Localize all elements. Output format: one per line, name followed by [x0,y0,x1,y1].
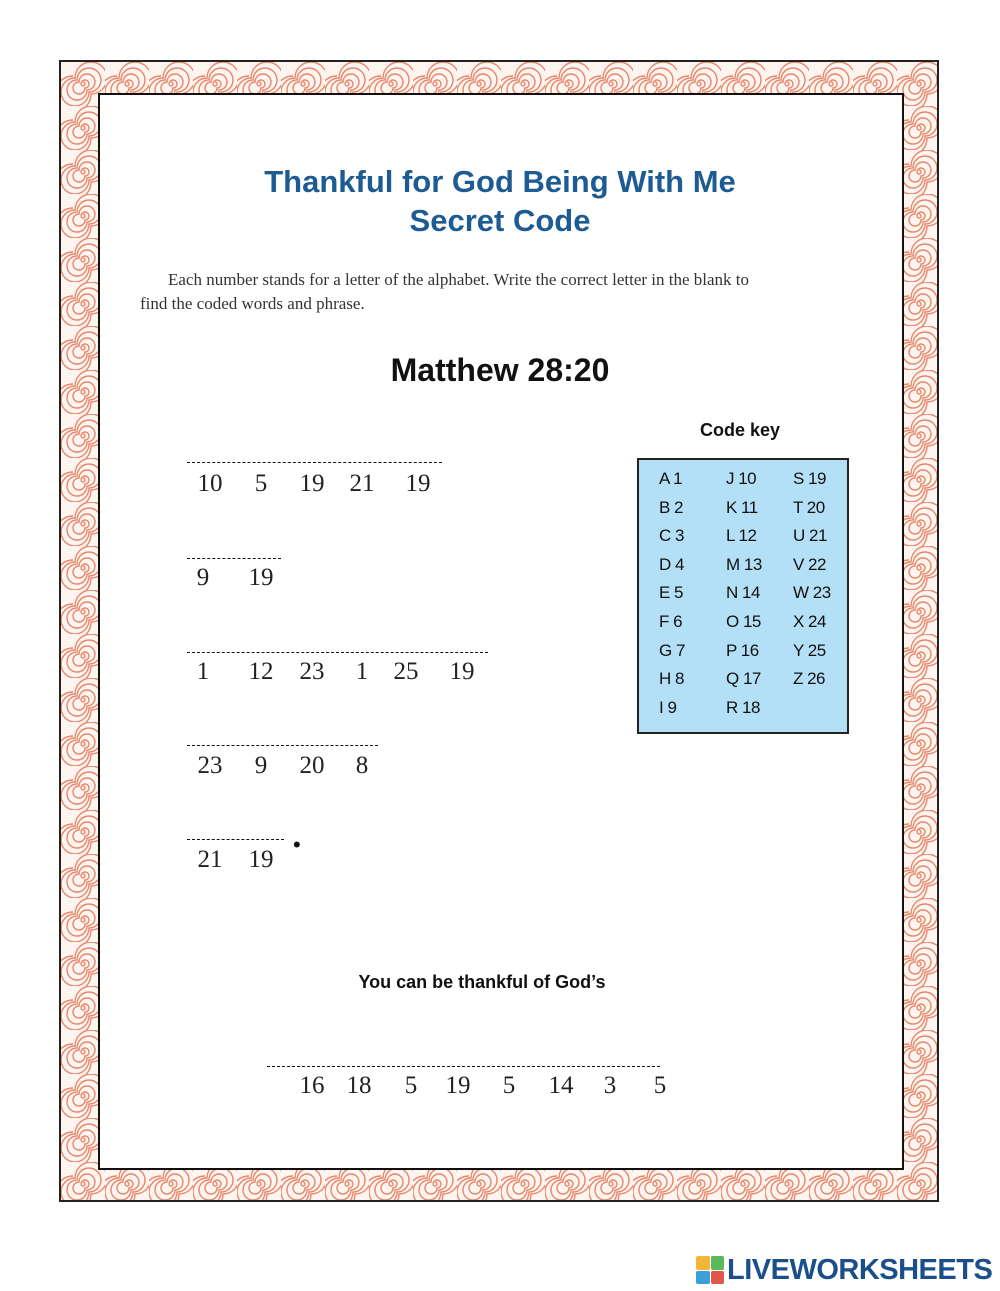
code-number: 19 [248,564,274,591]
code-key-item: P 16 [726,640,759,660]
code-key-item: Q 17 [726,669,761,689]
period-mark: • [293,832,301,857]
code-number: 5 [502,1072,516,1099]
code-key-item: I 9 [659,697,677,717]
code-number: 21 [349,470,375,497]
code-key-item: B 2 [659,497,684,517]
code-key-item: Y 25 [793,640,826,660]
code-key-item: L 12 [726,526,757,546]
code-key-item: J 10 [726,469,757,488]
answer-blank-word-1[interactable] [187,462,442,463]
code-key-item: V 22 [793,554,826,574]
code-key-item: M 13 [726,554,762,574]
code-number: 19 [248,846,274,873]
code-number: 10 [197,470,223,497]
code-key-item: A 1 [659,469,683,488]
verse-reference: Matthew 28:20 [390,352,610,388]
code-key-item: C 3 [659,526,684,546]
liveworksheets-logo-icon [696,1256,724,1284]
code-number: 9 [196,564,210,591]
code-key-item: F 6 [659,611,683,631]
code-number: 9 [254,752,268,779]
code-key-item: Z 26 [793,669,826,689]
code-number: 5 [653,1072,667,1099]
brand-name: LIVEWORKSHEETS [727,1253,993,1286]
answer-blank-word-3[interactable] [187,652,488,653]
page-title [100,162,900,240]
code-number: 14 [548,1072,574,1099]
code-key-item: O 15 [726,611,761,631]
code-number: 23 [197,752,223,779]
instructions-line-1: Each number stands for a letter of the alphabet. Write the correct letter in the blank to [168,270,750,289]
code-key-item: H 8 [659,669,684,689]
code-key-title: Code key [699,420,781,440]
code-key-item: X 24 [793,611,826,631]
code-number: 23 [299,658,325,685]
code-number: 16 [299,1072,325,1099]
code-key-item: S 19 [793,469,826,488]
code-number: 19 [299,470,325,497]
code-number: 5 [254,470,268,497]
instructions [140,268,840,316]
code-key-item: D 4 [659,554,684,574]
code-number: 3 [603,1072,617,1099]
code-key-column-2 [726,465,762,722]
code-key-column-1 [659,465,685,722]
code-number: 19 [445,1072,471,1099]
code-number: 19 [405,470,431,497]
title-line-2: Secret Code [409,203,591,238]
code-number: 18 [346,1072,372,1099]
code-key-item: E 5 [659,583,684,603]
answer-blank-word-5[interactable] [187,839,284,840]
liveworksheets-brand [696,1255,992,1285]
instructions-line-2: find the coded words and phrase. [140,294,365,313]
code-key-item: R 18 [726,697,760,717]
phrase-prompt: You can be thankful of God’s [358,972,606,992]
code-key-item: N 14 [726,583,760,603]
code-number: 21 [197,846,223,873]
code-number: 1 [196,658,210,685]
answer-blank-word-4[interactable] [187,745,378,746]
answer-blank-word-2[interactable] [187,558,281,559]
code-key-item: G 7 [659,640,685,660]
code-number: 19 [449,658,475,685]
code-number: 20 [299,752,325,779]
code-number: 5 [404,1072,418,1099]
code-key-item: K 11 [726,497,758,517]
code-key-box [637,458,849,734]
code-number: 12 [248,658,274,685]
code-number: 1 [355,658,369,685]
code-key-item: T 20 [793,497,825,517]
code-key-item: W 23 [793,583,831,603]
code-number: 25 [393,658,419,685]
answer-blank-phrase[interactable] [267,1066,660,1067]
code-key-column-3 [793,465,831,694]
title-line-1: Thankful for God Being With Me [264,164,736,199]
code-number: 8 [355,752,369,779]
code-key-item: U 21 [793,526,827,546]
